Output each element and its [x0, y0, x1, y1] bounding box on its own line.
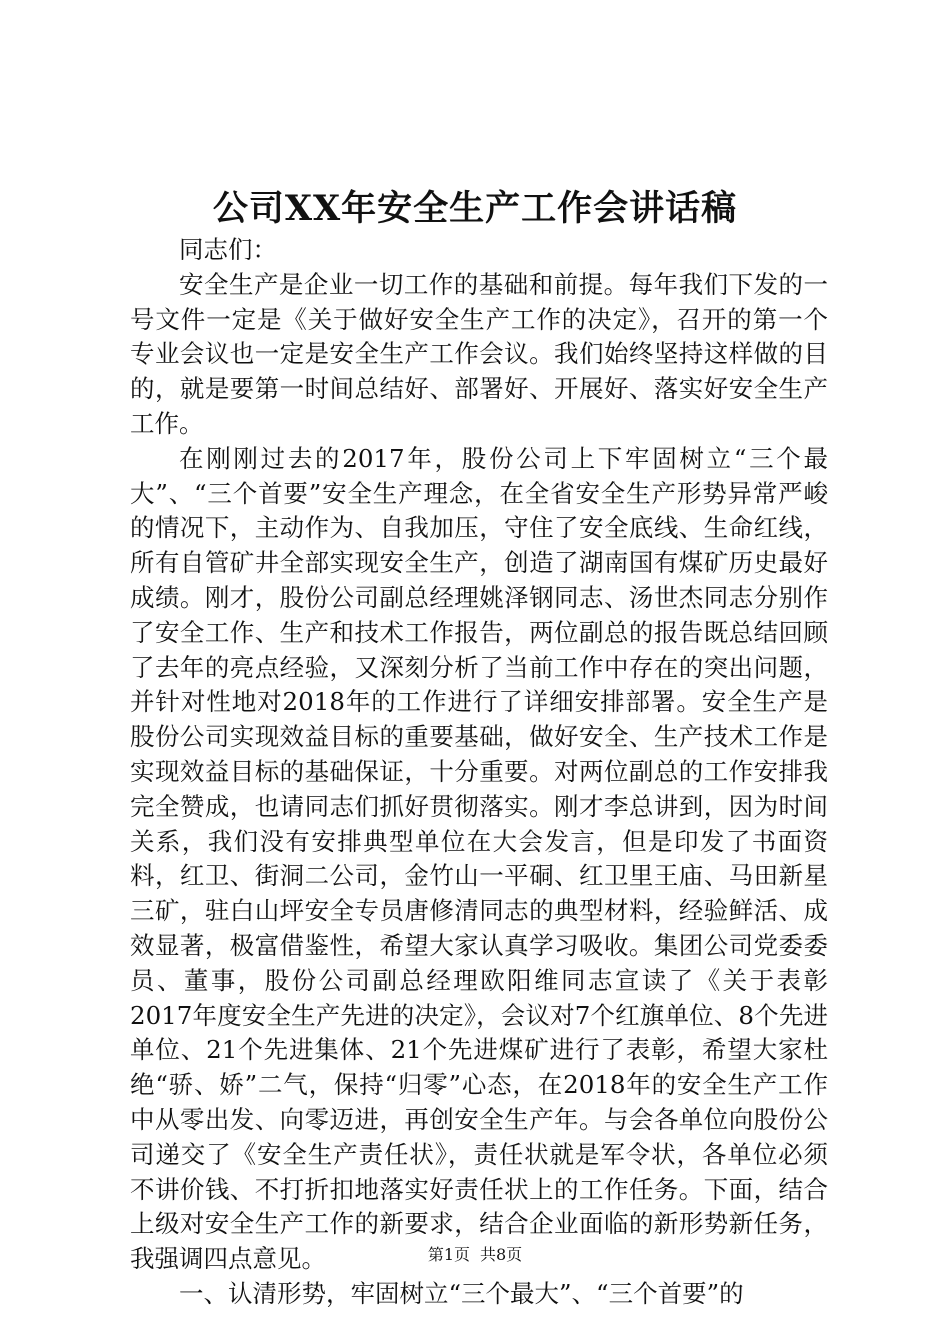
paragraph-1: 安全生产是企业一切工作的基础和前提。每年我们下发的一号文件一定是《关于做好安全生产工作的决定》，召开的第一个专业会议也一定是安全生产工作会议。我们始终坚持这样做的目的，就是要第一时间总结好、部署好、开展好、落实好安全生产工作。 [130, 269, 828, 438]
page-footer [0, 1243, 950, 1267]
document-body [130, 233, 828, 1312]
salutation: 同志们： [179, 235, 277, 264]
page-number: 第1页 [427, 1245, 470, 1264]
page-total: 共8页 [480, 1245, 523, 1264]
paragraph-2: 在刚刚过去的2017年，股份公司上下牢固树立“三个最大”、“三个首要”安全生产理念，在全省安全生产形势异常严峻的情况下，主动作为、自我加压，守住了安全底线、生命红线，所有自管矿井全部实现安全生产，创造了湖南国有煤矿历史最好成绩。刚才，股份公司副总经理姚泽钢同志、汤世杰同志分别作了安全工作、生产和技术工作报告，两位副总的报告既总结回顾了去年的亮点经验，又深刻分析了当前工作中存在的突出问题，并针对性地对2018年的工作进行了详细安排部署。安全生产是股份公司实现效益目标的重要基础，做好安全、生产技术工作是实现效益目标的基础保证，十分重要。对两位副总的工作安排我完全赞成，也请同志们抓好贯彻落实。刚才李总讲到，因为时间关系，我们没有安排典型单位在大会发言，但是印发了书面资料，红卫、街洞二公司，金竹山一平硐、红卫里王庙、马田新星三矿，驻白山坪安全专员唐修清同志的典型材料，经验鲜活、成效显著，极富借鉴性，希望大家认真学习吸收。集团公司党委委员、董事，股份公司副总经理欧阳维同志宣读了《关于表彰2017年度安全生产先进的决定》，会议对7个红旗单位、8个先进单位、21个先进集体、21个先进煤矿进行了表彰，希望大家杜绝“骄、娇”二气，保持“归零”心态，在2018年的安全生产工作中从零出发、向零迈进，再创安全生产年。与会各单位向股份公司递交了《安全生产责任状》，责任状就是军令状，各单位必须不讲价钱、不打折扣地落实好责任状上的工作任务。下面，结合上级对安全生产工作的新要求，结合企业面临的新形势新任务，我强调四点意见。 [130, 443, 828, 1274]
paragraph-3: 一、认清形势，牢固树立“三个最大”、“三个首要”的 [179, 1278, 744, 1308]
document-title: 公司XX年安全生产工作会讲话稿 [212, 188, 738, 229]
